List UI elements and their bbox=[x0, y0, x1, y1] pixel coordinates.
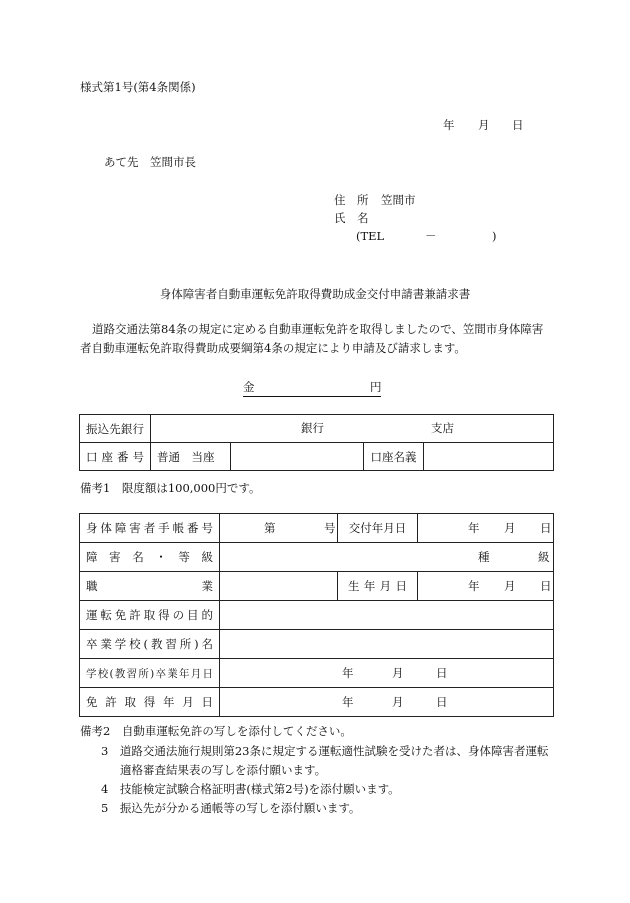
note-1: 備考1 限度額は100,000円です。 bbox=[80, 481, 261, 495]
addressee: あて先 笠間市長 bbox=[104, 155, 196, 169]
birthdate-field[interactable] bbox=[418, 572, 554, 601]
date-month-label: 月 bbox=[478, 118, 490, 132]
bank-suffix: 銀行 bbox=[301, 421, 324, 435]
techo-go: 号 bbox=[324, 521, 336, 535]
branch-suffix: 支店 bbox=[431, 421, 454, 435]
bank-table bbox=[79, 414, 554, 471]
purpose-field[interactable] bbox=[220, 601, 554, 630]
amount-underline bbox=[243, 380, 381, 397]
tel-close: ) bbox=[492, 229, 497, 243]
school-label: 卒業学校(教習所)名 bbox=[80, 630, 220, 659]
issue-month: 月 bbox=[504, 521, 516, 535]
tel-open: (TEL bbox=[356, 229, 385, 243]
body-paragraph: 道路交通法第84条の規定に定める自動車運転免許を取得しましたので、笠間市身体障害者自動車運転免許取得費助成要綱第4条の規定により申請及び請求します。 bbox=[80, 322, 544, 355]
grad-day: 日 bbox=[436, 666, 448, 680]
license-month: 月 bbox=[392, 695, 404, 709]
birth-day: 日 bbox=[540, 579, 552, 593]
date-year-label: 年 bbox=[443, 118, 455, 132]
info-table bbox=[79, 513, 554, 717]
school-field[interactable] bbox=[220, 630, 554, 659]
issue-date-label: 交付年月日 bbox=[338, 514, 418, 543]
name-label: 氏 名 bbox=[334, 211, 369, 225]
techo-number-label: 身体障害者手帳番号 bbox=[80, 514, 220, 543]
note-3a: 3 道路交通法施行規則第23条に規定する運転適性試験を受けた者は、身体障害者運転 bbox=[101, 744, 549, 758]
license-day: 日 bbox=[436, 695, 448, 709]
grade-kyu: 級 bbox=[538, 550, 550, 564]
birth-year: 年 bbox=[468, 579, 480, 593]
form-number: 様式第1号(第4条関係) bbox=[80, 80, 196, 94]
grad-year: 年 bbox=[342, 666, 354, 680]
amount-kin: 金 bbox=[243, 380, 255, 394]
note-3b: 適格審査結果表の写しを添付願います。 bbox=[120, 763, 327, 777]
account-name-field[interactable] bbox=[424, 443, 554, 471]
grade-shu: 種 bbox=[478, 550, 490, 564]
issue-year: 年 bbox=[468, 521, 480, 535]
note-5: 5 振込先が分かる通帳等の写しを添付願います。 bbox=[101, 801, 361, 815]
birth-month: 月 bbox=[504, 579, 516, 593]
techo-dai: 第 bbox=[264, 521, 276, 535]
purpose-label: 運転免許取得の目的 bbox=[80, 601, 220, 630]
address-label: 住 所 bbox=[334, 193, 369, 207]
birthdate-label: 生年月日 bbox=[338, 572, 418, 601]
account-number-field[interactable] bbox=[231, 443, 364, 471]
bank-label: 振込先銀行 bbox=[80, 415, 151, 443]
note-4: 4 技能検定試験合格証明書(様式第2号)を添付願います。 bbox=[101, 782, 400, 796]
account-name-label: 口座名義 bbox=[364, 443, 424, 471]
issue-day: 日 bbox=[540, 521, 552, 535]
disability-label: 障害名・等級 bbox=[80, 543, 220, 572]
date-day-label: 日 bbox=[512, 118, 524, 132]
address-value[interactable]: 笠間市 bbox=[381, 193, 416, 207]
tel-dash: － bbox=[425, 229, 437, 243]
occupation-label: 職業 bbox=[80, 572, 220, 601]
note-2: 備考2 自動車運転免許の写しを添付してください。 bbox=[80, 724, 352, 738]
license-date-field[interactable] bbox=[220, 688, 554, 717]
issue-date-field[interactable] bbox=[418, 514, 554, 543]
license-date-label: 免許取得年月日 bbox=[80, 688, 220, 717]
bank-field[interactable] bbox=[151, 415, 554, 443]
document-title: 身体障害者自動車運転免許取得費助成金交付申請書兼請求書 bbox=[159, 287, 471, 301]
occupation-field[interactable] bbox=[220, 572, 338, 601]
grad-date-label: 学校(教習所)卒業年月日 bbox=[80, 659, 220, 688]
grad-month: 月 bbox=[392, 666, 404, 680]
techo-number-field[interactable] bbox=[220, 514, 338, 543]
disability-field[interactable] bbox=[220, 543, 554, 572]
account-type[interactable]: 普通 当座 bbox=[151, 443, 231, 471]
account-number-label: 口 座 番 号 bbox=[80, 443, 151, 471]
amount-yen: 円 bbox=[370, 380, 382, 394]
license-year: 年 bbox=[342, 695, 354, 709]
grad-date-field[interactable] bbox=[220, 659, 554, 688]
